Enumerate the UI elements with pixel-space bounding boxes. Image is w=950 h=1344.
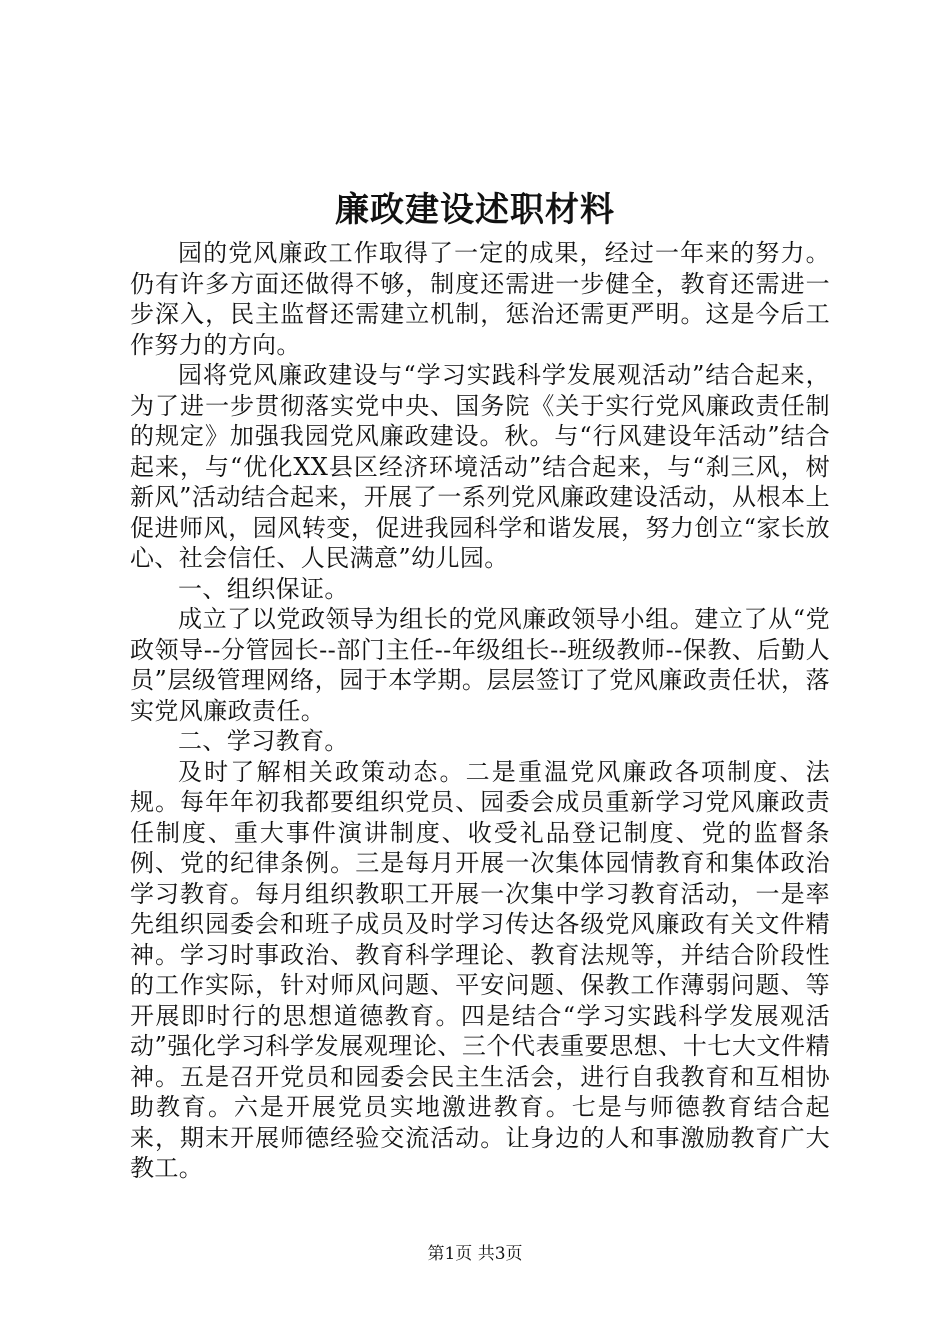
page-number-footer: 第1页 共3页 <box>427 1244 523 1264</box>
document-body <box>130 238 830 1184</box>
section-heading-education: 二、学习教育。 <box>178 727 349 755</box>
paragraph-summary: 园的党风廉政工作取得了一定的成果，经过一年来的努力。仍有许多方面还做得不够，制度还需进一步健全，教育还需进一步深入，民主监督还需建立机制，惩治还需更严明。这是今后工作努力的方向。 <box>130 239 830 359</box>
section-heading-organization: 一、组织保证。 <box>178 574 349 603</box>
paragraph-integration: 园将党风廉政建设与“学习实践科学发展观活动”结合起来，为了进一步贯彻落实党中央、国务院《关于实行党风廉政责任制的规定》加强我园党风廉政建设。秋。与“行风建设年活动”结合起来，与“优化XX县区经济环境活动”结合起来，与“刹三风，树新风”活动结合起来，开展了一系列党风廉政建设活动，从根本上促进师风，园风转变，促进我园科学和谐发展，努力创立“家长放心、社会信任、人民满意”幼儿园。 <box>130 361 830 572</box>
paragraph-organization: 成立了以党政领导为组长的党风廉政领导小组。建立了从“党政领导--分管园长--部门主任--年级组长--班级教师--保教、后勤人员”层级管理网络，园于本学期。层层签订了党风廉政责任状，落实党风廉政责任。 <box>130 605 830 725</box>
document-title: 廉政建设述职材料 <box>335 190 615 230</box>
paragraph-education: 及时了解相关政策动态。二是重温党风廉政各项制度、法规。每年年初我都要组织党员、园委会成员重新学习党风廉政责任制度、重大事件演讲制度、收受礼品登记制度、党的监督条例、党的纪律条例。三是每月开展一次集体园情教育和集体政治学习教育。每月组织教职工开展一次集中学习教育活动，一是率先组织园委会和班子成员及时学习传达各级党风廉政有关文件精神。学习时事政治、教育科学理论、教育法规等，并结合阶段性的工作实际，针对师风问题、平安问题、保教工作薄弱问题、等开展即时行的思想道德教育。四是结合“学习实践科学发展观活动”强化学习科学发展观理论、三个代表重要思想、十七大文件精神。五是召开党员和园委会民主生活会，进行自我教育和互相协助教育。六是开展党员实地激进教育。七是与师德教育结合起来，期末开展师德经验交流活动。让身边的人和事激励教育广大教工。 <box>130 757 830 1182</box>
